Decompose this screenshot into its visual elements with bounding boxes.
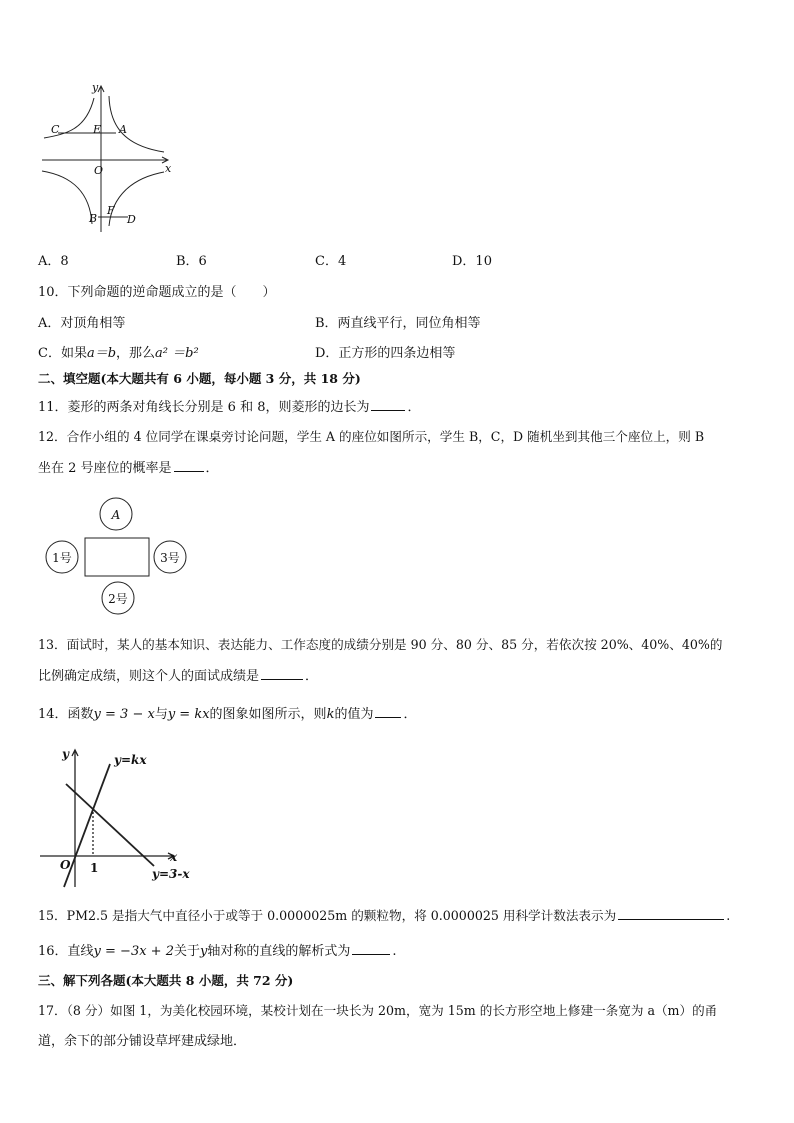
q16-suffix: 轴对称的直线的解析式为 [207, 944, 351, 959]
q10-option-a: A．对顶角相等 [38, 316, 126, 331]
q14-figure [38, 742, 198, 888]
q11-end: ． [407, 400, 421, 415]
q12-line2 [38, 457, 219, 476]
q11-text: 11．菱形的两条对角线长分别是 6 和 8，则菱形的边长为 [38, 400, 370, 415]
q16-f: y = −3x + 2 [93, 944, 174, 959]
fig14-label-y: y [62, 747, 69, 761]
q13-line1: 13．面试时，某人的基本知识、表达能力、工作态度的成绩分别是 90 分、80 分、85 分，若依次按 20%、40%、40%的 [38, 637, 723, 652]
q14-f1: y = 3 − x [93, 707, 155, 722]
q14-answer-blank[interactable] [375, 705, 401, 718]
q10-option-b: B．两直线平行，同位角相等 [315, 316, 481, 331]
q14-suffix2: 的值为 [334, 707, 374, 722]
seat-2-label: 2号 [108, 592, 128, 606]
q16-axis: y [200, 944, 208, 959]
q10-option-d: D．正方形的四条边相等 [315, 346, 456, 361]
fig9-label-o: O [94, 164, 104, 177]
fig14-label-x: x [170, 850, 178, 864]
q10-option-c-mid: ，那么 [116, 346, 156, 361]
line-y-kx [64, 764, 110, 887]
fig14-label-3-x: y=3-x [152, 867, 190, 881]
fig14-label-kx: y=kx [114, 753, 147, 767]
fig9-label-c: C [51, 123, 60, 136]
q12-end: ． [205, 461, 219, 476]
q17-line1: 17．（8 分）如图 1，为美化校园环境，某校计划在一块长为 20m，宽为 15m 的长方形空地上修建一条宽为 a（m）的甬 [38, 1003, 718, 1018]
q12-line1: 12．合作小组的 4 位同学在课桌旁讨论问题，学生 A 的座位如图所示，学生 B，C，D 随机坐到其他三个座位上，则 B [38, 429, 705, 444]
q14-prefix: 14．函数 [38, 707, 94, 722]
fig9-label-e: E [93, 123, 102, 136]
hyperbola-lower-right [109, 172, 164, 226]
q14-k: k [326, 707, 335, 722]
q9-option-d: D．10 [452, 254, 492, 269]
fig14-label-1: 1 [90, 861, 99, 875]
q14-end: ． [403, 707, 417, 722]
q13-end: ． [305, 669, 319, 684]
q16-end: . [392, 944, 397, 959]
q14-f2: y = kx [167, 707, 210, 722]
q12-figure [42, 494, 192, 618]
q13-answer-blank[interactable] [261, 667, 303, 680]
q9-option-a: A．8 [38, 254, 69, 269]
q13-line2-text: 比例确定成绩，则这个人的面试成绩是 [38, 669, 260, 684]
hyperbola-upper-right [109, 96, 164, 152]
q15-end: . [726, 908, 731, 923]
q17-line2: 道，余下的部分铺设草坪建成绿地． [38, 1034, 247, 1049]
q16-mid: 关于 [173, 944, 200, 959]
line-y-3-x [66, 784, 154, 866]
q9-figure [36, 80, 181, 235]
q10-option-c-prefix: C．如果 [38, 346, 87, 361]
q10-stem: 10．下列命题的逆命题成立的是（ ） [38, 285, 276, 300]
section3-heading: 三、解下列各题(本大题共 8 小题，共 72 分) [38, 973, 294, 988]
q12-answer-blank[interactable] [174, 459, 204, 472]
desk [85, 538, 149, 576]
q15 [38, 905, 730, 924]
q13-line2 [38, 665, 318, 684]
fig9-label-b: B [89, 212, 98, 225]
seat-3-label: 3号 [160, 551, 180, 565]
fig9-label-x: x [165, 162, 172, 175]
q12-line2-text: 坐在 2 号座位的概率是 [38, 461, 172, 476]
q15-answer-blank[interactable] [618, 907, 724, 920]
fig14-label-o: O [60, 858, 71, 872]
hyperbola-lower-left [42, 171, 92, 224]
q9-option-b: B．6 [176, 254, 207, 269]
q11-answer-blank[interactable] [371, 398, 405, 411]
q16-answer-blank[interactable] [352, 942, 390, 955]
q10-option-c [38, 342, 199, 361]
q11 [38, 396, 421, 415]
q10-option-c-math1: a＝b [86, 346, 117, 361]
fig9-label-d: D [127, 213, 136, 226]
q15-text: 15．PM2.5 是指大气中直径小于或等于 0.0000025m 的颗粒物，将 0.0000025 用科学计数法表示为 [38, 908, 617, 923]
fig9-label-f: F [107, 204, 115, 217]
q14 [38, 703, 416, 722]
q14-suffix: 的图象如图所示，则 [209, 707, 327, 722]
q10-option-c-math2: a² ＝b² [155, 346, 199, 361]
q16 [38, 940, 397, 959]
q14-mid: 与 [154, 707, 168, 722]
section2-heading: 二、填空题(本大题共有 6 小题，每小题 3 分，共 18 分) [38, 371, 361, 386]
fig9-label-y: y [92, 81, 99, 94]
fig9-label-a: A [119, 123, 127, 136]
seat-a-label: A [111, 508, 121, 522]
seat-1-label: 1号 [52, 551, 72, 565]
q9-option-c: C．4 [315, 254, 347, 269]
q16-prefix: 16．直线 [38, 944, 94, 959]
